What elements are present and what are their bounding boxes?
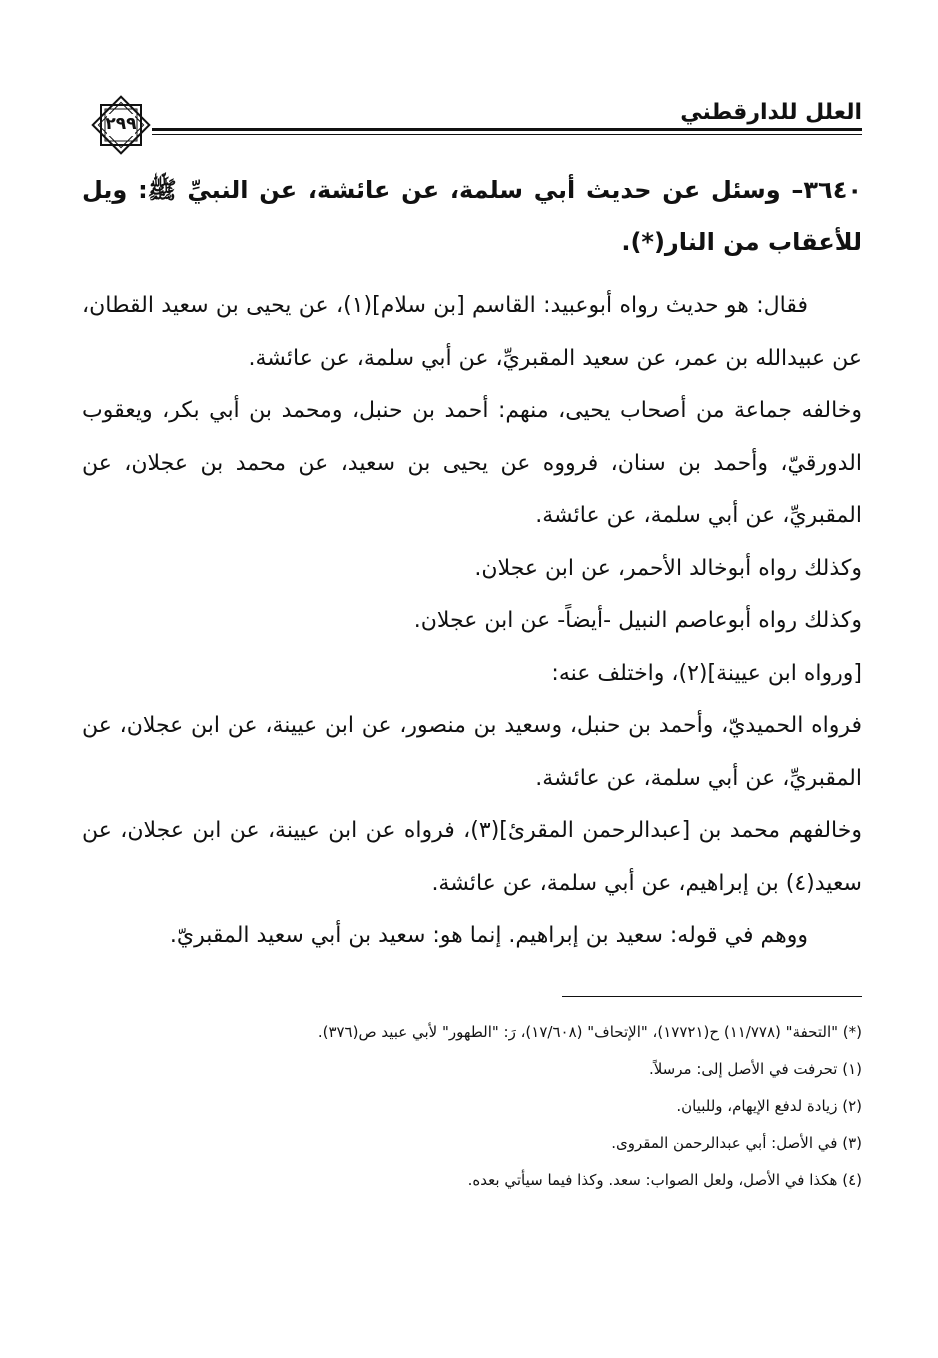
paragraph: فرواه الحميديّ، وأحمد بن حنبل، وسعيد بن منصور، عن ابن عيينة، عن ابن عجلان، عن المقبريِّ، عن أبي سلمة، عن عائشة. xyxy=(82,713,862,791)
page-number: ٢٩٩ xyxy=(105,114,137,134)
footnotes xyxy=(82,1014,862,1199)
header-rule xyxy=(152,128,862,135)
footnote: (٢) زيادة لدفع الإيهام، وللبيان. xyxy=(676,1097,862,1115)
paragraph: ووهم في قوله: سعيد بن إبراهيم. إنما هو: سعيد بن أبي سعيد المقبريّ. xyxy=(169,923,808,948)
footnote: (*) "التحفة" (١١/٧٧٨) ح(١٧٧٢١)، "الإتحاف" (١٧/٦٠٨)، رَ: "الطهور" لأبي عبيد ص(٣٧٦). xyxy=(317,1023,862,1041)
paragraph: وخالفه جماعة من أصحاب يحيى، منهم: أحمد بن حنبل، ومحمد بن أبي بكر، ويعقوب الدورقيّ، وأحمد بن سنان، فرووه عن يحيى بن سعيد، عن محمد بن عجلان، عن المقبريِّ، عن أبي سلمة، عن عائشة. xyxy=(82,398,862,528)
footnote: (٤) هكذا في الأصل، ولعل الصواب: سعد. وكذا فيما سيأتي بعده. xyxy=(467,1171,862,1189)
running-header xyxy=(80,82,862,162)
paragraph: وكذلك رواه أبوعاصم النبيل -أيضاً- عن ابن عجلان. xyxy=(413,608,862,633)
book-title: العلل للدارقطني xyxy=(680,100,862,125)
entry-body xyxy=(82,280,862,963)
footnote-separator xyxy=(562,996,862,997)
paragraph: فقال: هو حديث رواه أبوعبيد: القاسم [بن سلام](١)، عن يحيى بن سعيد القطان، عن عبيدالله بن عمر، عن سعيد المقبريِّ، عن أبي سلمة، عن عائشة. xyxy=(82,293,862,371)
paragraph: [ورواه ابن عيينة](٢)، واختلف عنه: xyxy=(551,660,862,686)
page-number-badge xyxy=(88,92,154,158)
footnote: (٣) في الأصل: أبي عبدالرحمن المقروى. xyxy=(611,1134,862,1152)
paragraph: وكذلك رواه أبوخالد الأحمر، عن ابن عجلان. xyxy=(474,555,862,581)
entry-heading: ٣٦٤٠– وسئل عن حديث أبي سلمة، عن عائشة، عن النبيِّ ﷺ: ويل للأعقاب من النار(*). xyxy=(82,176,862,256)
footnote: (١) تحرفت في الأصل إلى: مرسلاً. xyxy=(648,1060,862,1078)
paragraph: وخالفهم محمد بن [عبدالرحمن المقرئ](٣)، فرواه عن ابن عيينة، عن ابن عجلان، عن سعيد(٤) بن إبراهيم، عن أبي سلمة، عن عائشة. xyxy=(82,818,862,896)
